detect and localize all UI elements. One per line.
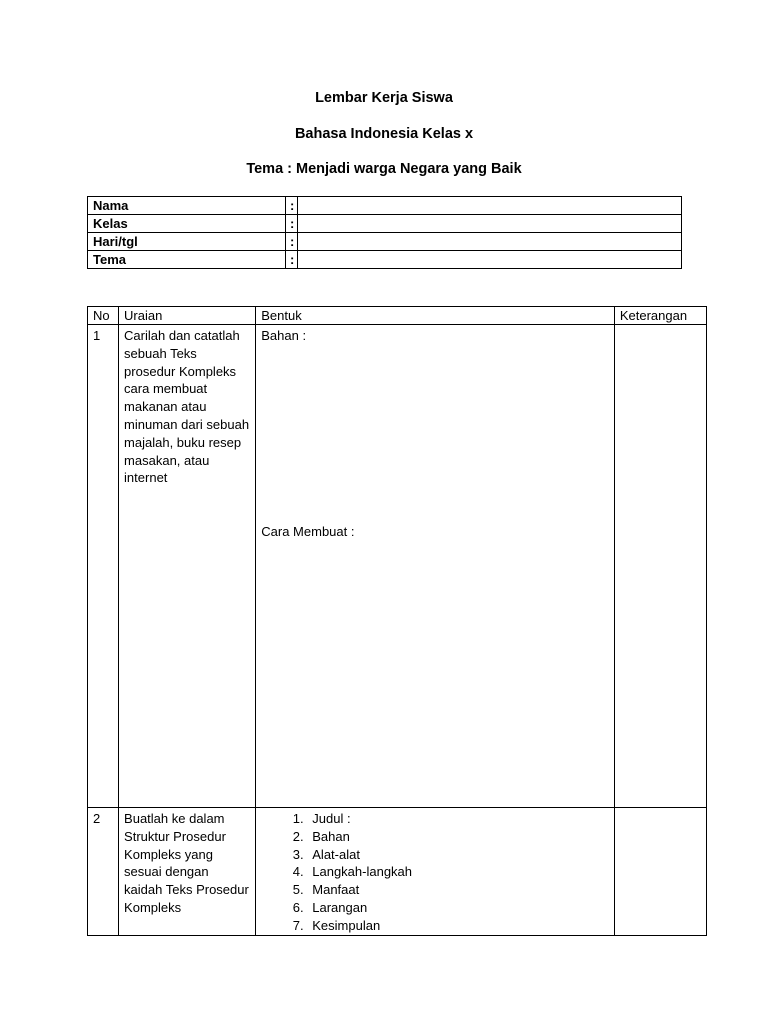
- identity-label: Nama: [88, 197, 286, 215]
- bahan-label: Bahan :: [261, 328, 307, 343]
- task-notes: [614, 325, 706, 808]
- list-item: 1. Judul :: [307, 810, 609, 828]
- task-notes: [614, 808, 706, 936]
- worksheet-theme: Tema : Menjadi warga Negara yang Baik: [246, 161, 522, 177]
- identity-value: [298, 251, 682, 269]
- identity-table: [87, 196, 682, 269]
- task-row: [88, 808, 707, 936]
- task-row: [88, 325, 707, 808]
- task-header-row: [88, 307, 707, 325]
- identity-label: Hari/tgl: [88, 233, 286, 251]
- header-uraian: Uraian: [119, 307, 256, 325]
- task-number: 2: [88, 808, 119, 936]
- task-form: [256, 808, 615, 936]
- list-item: 4. Langkah-langkah: [307, 863, 609, 881]
- list-item: 5. Manfaat: [307, 881, 609, 899]
- identity-row: [88, 197, 682, 215]
- identity-label: Kelas: [88, 215, 286, 233]
- identity-row: [88, 233, 682, 251]
- identity-value: [298, 197, 682, 215]
- identity-row: [88, 251, 682, 269]
- identity-row: [88, 215, 682, 233]
- cara-membuat-label: Cara Membuat :: [261, 523, 355, 539]
- task-table: [87, 306, 707, 936]
- task-form: [256, 325, 615, 808]
- identity-colon: :: [286, 233, 298, 251]
- header-keterangan: Keterangan: [614, 307, 706, 325]
- identity-colon: :: [286, 197, 298, 215]
- list-item: 3. Alat-alat: [307, 846, 609, 864]
- task-description: Carilah dan catatlah sebuah Teks prosedur Kompleks cara membuat makanan atau minuman dari sebuah majalah, buku resep masakan, atau internet: [119, 325, 256, 808]
- structure-list: [261, 810, 609, 935]
- header-bentuk: Bentuk: [256, 307, 615, 325]
- identity-value: [298, 233, 682, 251]
- list-item: 2. Bahan: [307, 828, 609, 846]
- header-no: No: [88, 307, 119, 325]
- task-number: 1: [88, 325, 119, 808]
- worksheet-subject: Bahasa Indonesia Kelas x: [294, 126, 474, 142]
- identity-colon: :: [286, 251, 298, 269]
- task-description: Buatlah ke dalam Struktur Prosedur Kompleks yang sesuai dengan kaidah Teks Prosedur Kompleks: [119, 808, 256, 936]
- identity-value: [298, 215, 682, 233]
- worksheet-title: Lembar Kerja Siswa: [315, 90, 453, 106]
- identity-label: Tema: [88, 251, 286, 269]
- list-item: 6. Larangan: [307, 899, 609, 917]
- identity-colon: :: [286, 215, 298, 233]
- list-item: 7. Kesimpulan: [307, 917, 609, 935]
